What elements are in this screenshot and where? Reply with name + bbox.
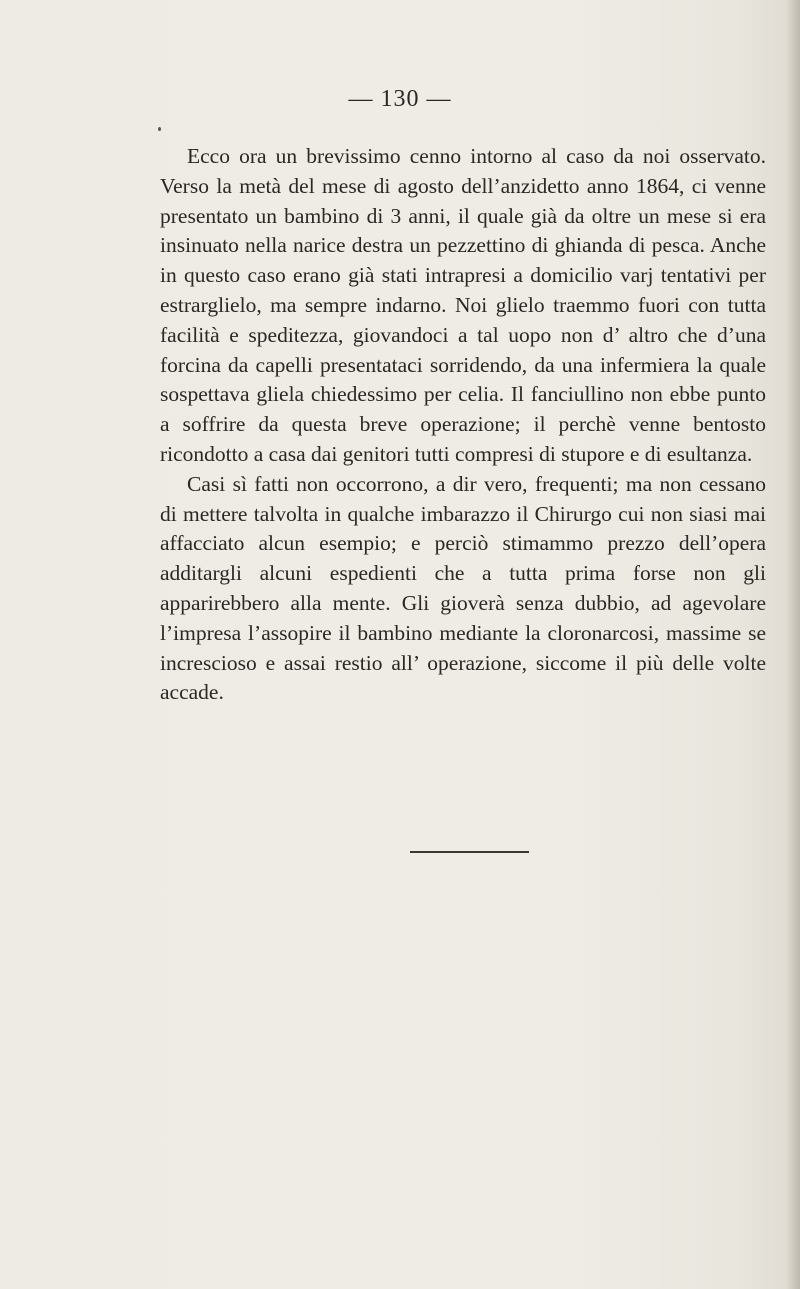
section-end-rule <box>410 851 529 853</box>
paragraph: Ecco ora un brevissimo cenno intorno al caso da noi osservato. Verso la metà del mese di agosto dell’anzidetto anno 1864, ci venne presentato un bambino di 3 anni, il quale già da oltre un mese si era insinuato nella narice destra un pezzettino di ghianda di pesca. Anche in questo caso erano già stati intrapresi a domicilio varj tentativi per estrarglielo, ma sempre indarno. Noi glielo traemmo fuori con tutta facilità e speditezza, giovandoci a tal uopo non d’ altro che d’una forcina da capelli presentataci sorridendo, da una infermiera la quale sospettava gliela chiedessimo per celia. Il fanciullino non ebbe punto a soffrire da questa breve operazione; il perchè venne bentosto ricondotto a casa dai genitori tutti compresi di stupore e di esultanza. <box>160 144 766 466</box>
ink-speck <box>158 127 161 131</box>
paragraph: Casi sì fatti non occorrono, a dir vero, frequenti; ma non cessano di mettere talvolta in qualche imbarazzo il Chirurgo cui non siasi mai affacciato alcun esempio; e perciò stimammo prezzo dell’opera additargli alcuni espedienti che a tutta prima forse non gli apparirebbero alla mente. Gli gioverà senza dubbio, ad agevolare l’impresa l’assopire il bambino mediante la cloronarcosi, massime se increscioso e assai restio all’ operazione, siccome il più delle volte accade. <box>160 471 766 705</box>
page-edge-shadow <box>786 0 800 1289</box>
page-number: — 130 — <box>348 86 452 112</box>
body-text <box>160 142 766 708</box>
